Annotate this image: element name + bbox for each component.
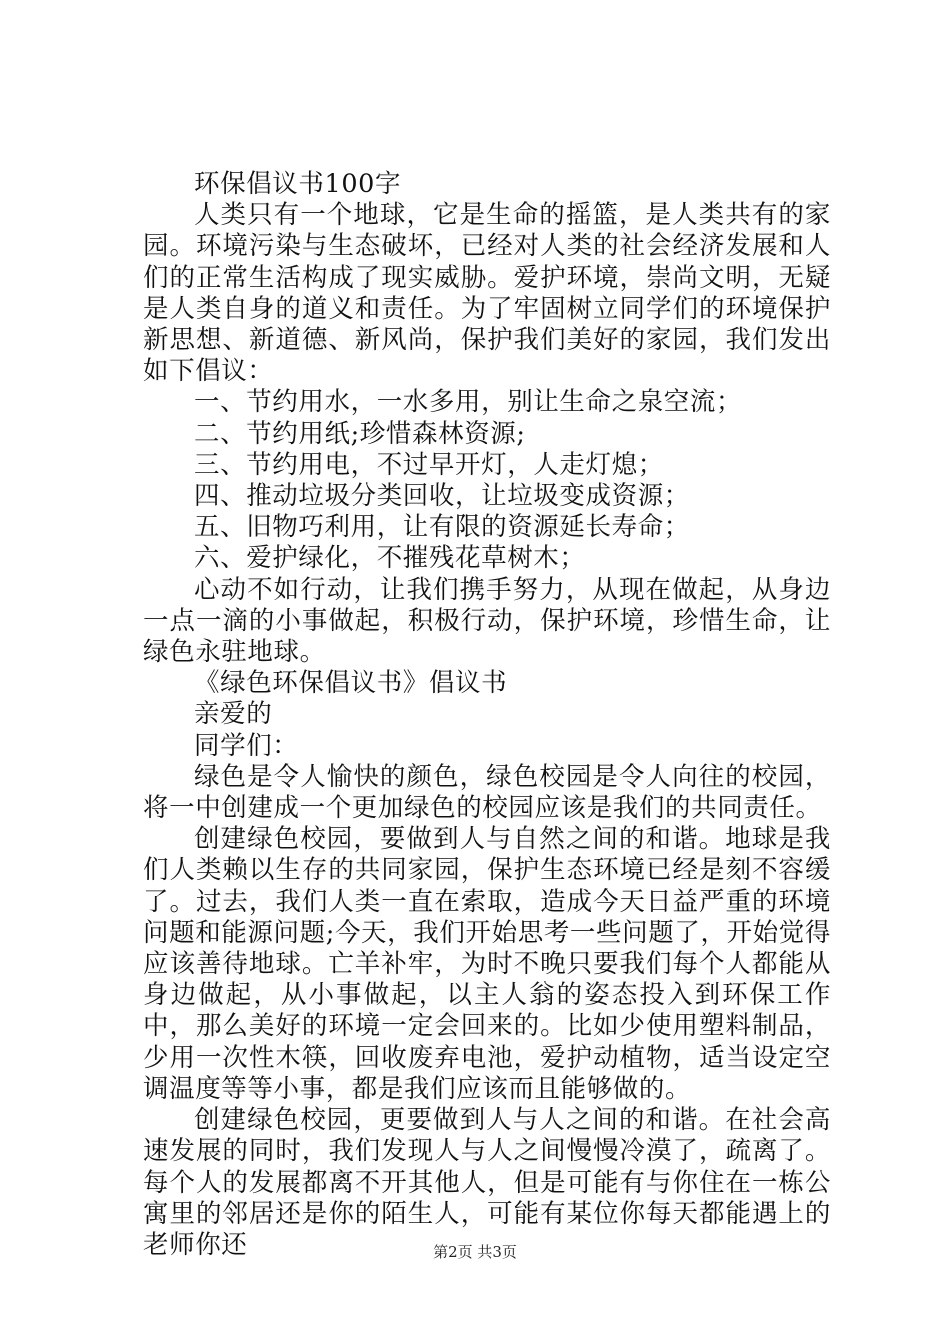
paragraph: 绿色是令人愉快的颜色，绿色校园是令人向往的校园，将一中创建成一个更加绿色的校园应该是我们的共同责任。 — [143, 761, 831, 824]
list-item: 三、节约用电，不过早开灯，人走灯熄； — [194, 449, 664, 480]
list-item: 五、旧物巧利用，让有限的资源延长寿命； — [194, 512, 690, 543]
paragraph: 创建绿色校园，要做到人与自然之间的和谐。地球是我们人类赖以生存的共同家园，保护生态环境已经是刻不容缓了。过去，我们人类一直在索取，造成今天日益严重的环境问题和能源问题;今天，我们开始思考一些问题了，开始觉得应该善待地球。亡羊补牢，为时不晚只要我们每个人都能从身边做起，从小事做起，以主人翁的姿态投入到环保工作中，那么美好的环境一定会回来的。比如少使用塑料制品，少用一次性木筷，回收废弃电池，爱护动植物，适当设定空调温度等等小事，都是我们应该而且能够做的。 — [143, 824, 831, 1104]
list-item: 一、节约用水，一水多用，别让生命之泉空流； — [194, 387, 743, 418]
page-number-footer: 第2页 共3页 — [433, 1243, 517, 1261]
paragraph: 心动不如行动，让我们携手努力，从现在做起，从身边一点一滴的小事做起，积极行动，保护环境，珍惜生命，让绿色永驻地球。 — [143, 574, 831, 668]
list-item: 四、推动垃圾分类回收，让垃圾变成资源； — [194, 481, 690, 512]
salutation: 同学们： — [194, 730, 299, 761]
document-body — [143, 169, 831, 1261]
document-title: 环保倡议书100字 — [194, 169, 402, 199]
paragraph: 人类只有一个地球，它是生命的摇篮，是人类共有的家园。环境污染与生态破坏，已经对人类的社会经济发展和人们的正常生活构成了现实威胁。爱护环境，崇尚文明，无疑是人类自身的道义和责任。为了牢固树立同学们的环境保护新思想、新道德、新风尚，保护我们美好的家园，我们发出如下倡议： — [143, 200, 831, 387]
salutation: 亲爱的 — [194, 699, 273, 730]
list-item: 二、节约用纸;珍惜森林资源; — [194, 418, 526, 449]
list-item: 六、爱护绿化，不摧残花草树木； — [194, 543, 586, 574]
paragraph: 创建绿色校园，更要做到人与人之间的和谐。在社会高速发展的同时，我们发现人与人之间慢慢冷漠了，疏离了。每个人的发展都离不开其他人，但是可能有与你住在一栋公寓里的邻居还是你的陌生人，可能有某位你每天都能遇上的老师你还 — [143, 1105, 831, 1260]
section-title: 《绿色环保倡议书》倡议书 — [194, 668, 508, 699]
